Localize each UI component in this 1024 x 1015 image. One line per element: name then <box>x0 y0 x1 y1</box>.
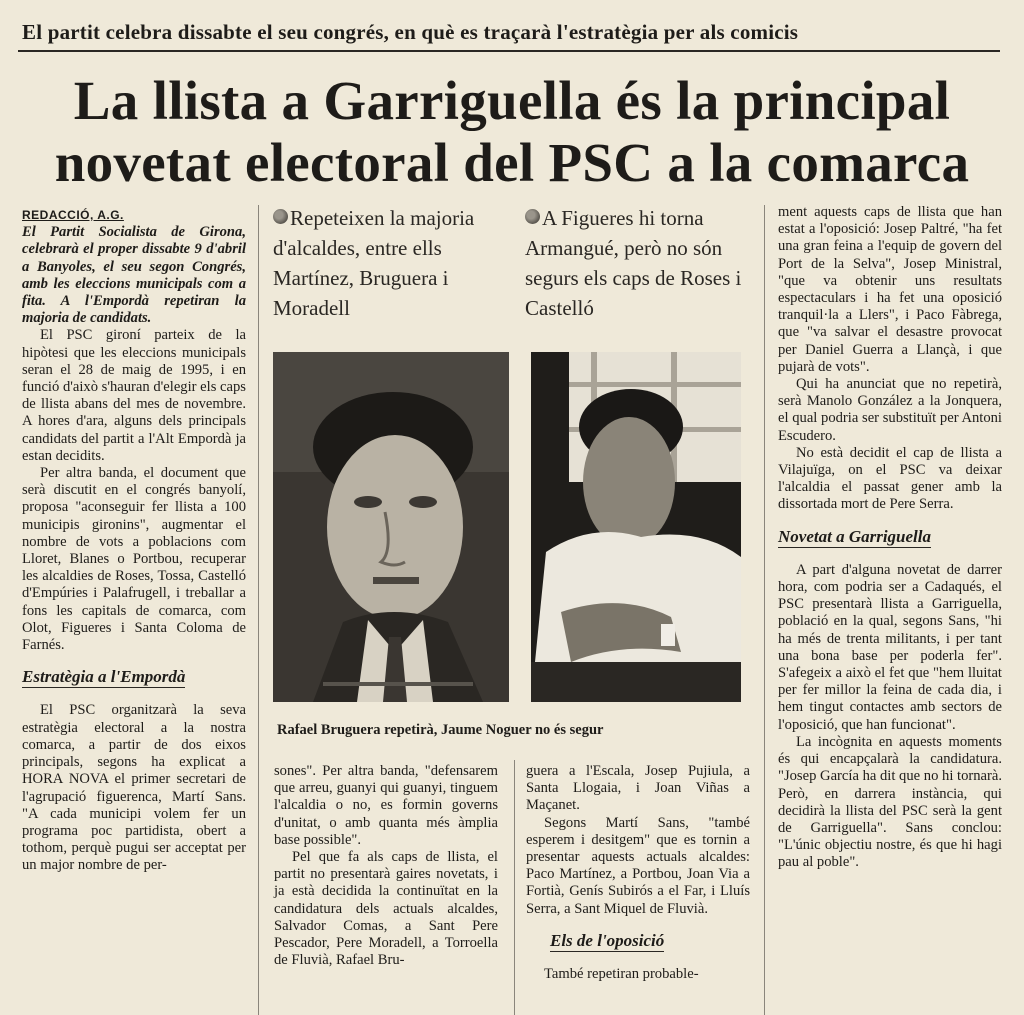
column-divider <box>764 205 765 1015</box>
section-heading-garriguella: Novetat a Garriguella <box>778 528 931 548</box>
paragraph: guera a l'Escala, Josep Pujiula, a Santa Llogaia, i Joan Viñas a Maçanet. <box>526 763 750 814</box>
subhead-left <box>273 203 505 323</box>
paragraph: La incògnita en aquests moments és qui encapçalarà la candidatura. "Josep García ha dit que no hi tornarà. Però, en darrera instància, qui decidirà la llista del PSC serà la gent de Garriguella". Sans conclou: "L'únic objectiu nostre, és que hi hagi pau al poble". <box>778 733 1002 871</box>
paragraph: També repetiran probable- <box>544 966 699 983</box>
byline: REDACCIÓ, A.G. <box>22 208 124 222</box>
portrait-illustration <box>531 352 741 702</box>
headline-line-1: La llista a Garriguella és la principal <box>73 70 951 131</box>
paragraph: ment aquests caps de llista que han estat a l'oposició: Josep Paltré, "ha fet una gran feina a l'equip de govern del Port de la Selva", Josep Ministral, "que va obtenir uns resultats espectaculars i ha fet una oposició tranquil·la a Llers", i Paco Fàbrega, que "va salvar el desastre provocat per Daniel Guerra a Llançà, i que pujarà de vots". <box>778 204 1002 375</box>
column-divider <box>514 760 515 1015</box>
lead-paragraph: El Partit Socialista de Girona, celebrarà el proper dissabte 9 d'abril a Banyoles, el seu segon Congrés, amb les eleccions municipals com a fita. A l'Empordà repetiran la majoria de candidats. <box>22 224 246 327</box>
section-heading-oposicio: Els de l'oposició <box>550 932 664 952</box>
column-4 <box>778 204 1002 872</box>
headline <box>0 70 1024 194</box>
column-3 <box>526 763 750 983</box>
paragraph: A part d'alguna novetat de darrer hora, com podria ser a Cadaqués, el PSC presentarà llista a Garriguella, població en la qual, segons Sans, "hi ha més de trenta militants, i per tant una bona base per poderla fer". S'afegeix a això el fet que "hem lluitat per fer millor la feina de cada dia, i hem tingut contactes amb sectors de l'oposició, que han funcionat". <box>778 561 1002 733</box>
portrait-illustration <box>273 352 509 702</box>
headline-line-2: novetat electoral del PSC a la comarca <box>54 132 970 193</box>
column-1 <box>22 207 246 875</box>
kicker: El partit celebra dissabte el seu congrés, en què es traçarà l'estratègia per als comicis <box>22 20 799 44</box>
subhead-right <box>525 203 753 323</box>
photo-rafael-bruguera <box>273 352 509 702</box>
column-divider <box>258 205 259 1015</box>
paragraph: El PSC organitzarà la seva estratègia electoral a la nostra comarca, a partir de dos eixos principals, segons ha explicat a HORA NOVA el primer secretari de l'agrupació figuerenca, Martí Sans. "A cada municipi volem fer un programa poc partidista, obert a tothom, perquè pugui ser acceptat per un major nombre de per- <box>22 702 246 874</box>
paragraph: Pel que fa als caps de llista, el partit no presentarà gaires novetats, i ja està decidida la continuïtat en la candidatura dels actuals alcaldes, Salvador Comas, a Sant Pere Pescador, Pere Moradell, a Torroella de Fluvià, Rafael Bru- <box>274 849 498 969</box>
bullet-icon <box>273 209 288 224</box>
bullet-icon <box>525 209 540 224</box>
top-rule <box>18 50 1000 52</box>
paragraph: Qui ha anunciat que no repetirà, serà Manolo González a la Jonquera, el qual podria ser substituït per Antoni Escudero. <box>778 376 1002 444</box>
photo-caption: Rafael Bruguera repetirà, Jaume Noguer no és segur <box>277 722 604 738</box>
paragraph: No està decidit el cap de llista a Vilajuïga, on el PSC va deixar l'alcaldia el passat gener amb la dissortada mort de Pere Serra. <box>778 444 1002 513</box>
paragraph: Segons Martí Sans, "també esperem i desitgem" que es tornin a presentar aquests actuals alcaldes: Paco Martínez, a Portbou, Joan Via a Fortià, Genís Subirós a el Far, i Lluís Serra, a Sant Miquel de Fluvià. <box>526 814 750 917</box>
paragraph: El PSC gironí parteix de la hipòtesi que les eleccions municipals seran el 28 de maig de 1995, i en funció d'això s'hauran d'elegir els caps de llista abans del mes de novembre. A hores d'ara, alguns dels principals candidats del partit a l'Alt Empordà ja estan decidits. <box>22 327 246 464</box>
section-heading-estrategia: Estratègia a l'Empordà <box>22 668 185 688</box>
subhead-right-text: A Figueres hi torna Armangué, però no són segurs els caps de Roses i Castelló <box>525 206 742 320</box>
column-2 <box>274 763 498 969</box>
paragraph: Per altra banda, el document que serà discutit en el congrés banyolí, proposa "aconseguir fer llista a 100 municipis gironins", augmentar el nombre de vots a poblacions com Lloret, Blanes o Portbou, recuperar les alcaldies de Roses, Tossa, Castelló d'Empúries i Palafrugell, i treballar a fons les capitals de comarca, com Olot, Figueres i Santa Coloma de Farnés. <box>22 465 246 654</box>
photo-jaume-noguer <box>531 352 741 702</box>
subhead-left-text: Repeteixen la majoria d'alcaldes, entre ells Martínez, Bruguera i Moradell <box>273 206 475 320</box>
paragraph: sones". Per altra banda, "defensarem que arreu, guanyi qui guanyi, tinguem l'alcaldia o no, es formin governs d'unitat, o amb quanta més àmplia base possible". <box>274 763 498 848</box>
